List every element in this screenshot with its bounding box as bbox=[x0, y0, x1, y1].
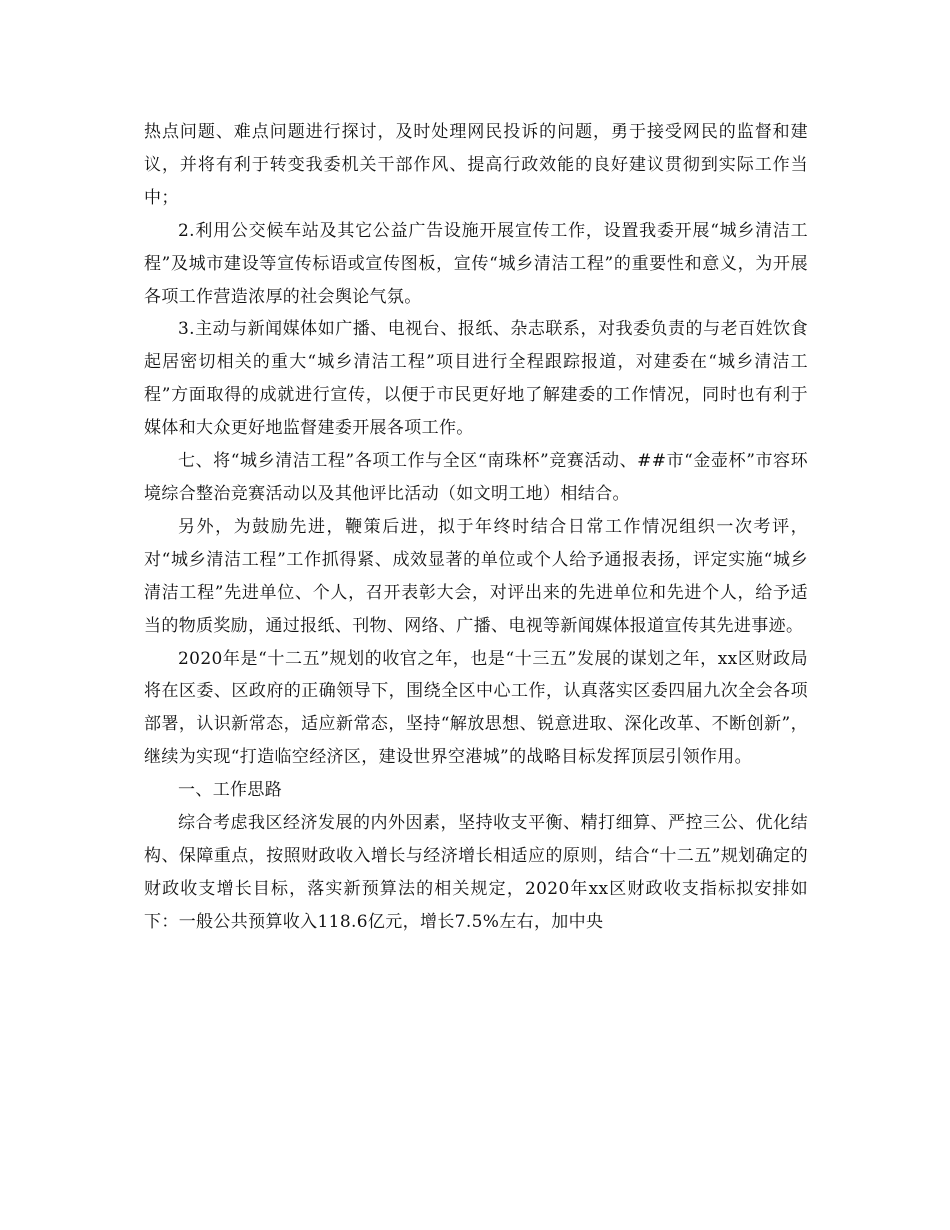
paragraph-item-3: 3.主动与新闻媒体如广播、电视台、报纸、杂志联系，对我委负责的与老百姓饮食起居密切相关的重大“城乡清洁工程”项目进行全程跟踪报道，对建委在“城乡清洁工程”方面取得的成就进行宣传，以便于市民更好地了解建委的工作情况，同时也有利于媒体和大众更好地监督建委开展各项工作。 bbox=[144, 319, 808, 439]
paragraph-2020-overview: 2020年是“十二五”规划的收官之年，也是“十三五”发展的谋划之年，xx区财政局将在区委、区政府的正确领导下，围绕全区中心工作，认真落实区委四届九次全会各项部署，认识新常态，适应新常态，坚持“解放思想、锐意进取、深化改革、不断创新”，继续为实现“打造临空经济区，建设世界空港城”的战略目标发挥顶层引领作用。 bbox=[144, 648, 808, 768]
paragraph-item-2: 2.利用公交候车站及其它公益广告设施开展宣传工作，设置我委开展“城乡清洁工程”及城市建设等宣传标语或宣传图板，宣传“城乡清洁工程”的重要性和意义，为开展各项工作营造浓厚的社会舆论气氛。 bbox=[144, 220, 808, 307]
document-body bbox=[144, 116, 808, 939]
paragraph-work-ideas: 综合考虑我区经济发展的内外因素，坚持收支平衡、精打细算、严控三公、优化结构、保障重点，按照财政收入增长与经济增长相适应的原则，结合“十二五”规划确定的财政收支增长目标，落实新预算法的相关规定，2020年xx区财政收支指标拟安排如下：一般公共预算收入118.6亿元，增长7.5%左右，加中央 bbox=[144, 813, 808, 932]
paragraph-section-7: 七、将“城乡清洁工程”各项工作与全区“南珠杯”竞赛活动、##市“金壶杯”市容环境综合整治竞赛活动以及其他评比活动（如文明工地）相结合。 bbox=[144, 451, 808, 504]
section-heading-work-ideas: 一、工作思路 bbox=[178, 780, 283, 801]
paragraph-continuation: 热点问题、难点问题进行探讨，及时处理网民投诉的问题，勇于接受网民的监督和建议，并将有利于转变我委机关干部作风、提高行政效能的良好建议贯彻到实际工作当中； bbox=[144, 122, 808, 208]
paragraph-additional: 另外，为鼓励先进，鞭策后进，拟于年终时结合日常工作情况组织一次考评，对“城乡清洁工程”工作抓得紧、成效显著的单位或个人给予通报表扬，评定实施“城乡清洁工程”先进单位、个人，召开表彰大会，对评出来的先进单位和先进个人，给予适当的物质奖励，通过报纸、刊物、网络、广播、电视等新闻媒体报道宣传其先进事迹。 bbox=[144, 516, 808, 636]
